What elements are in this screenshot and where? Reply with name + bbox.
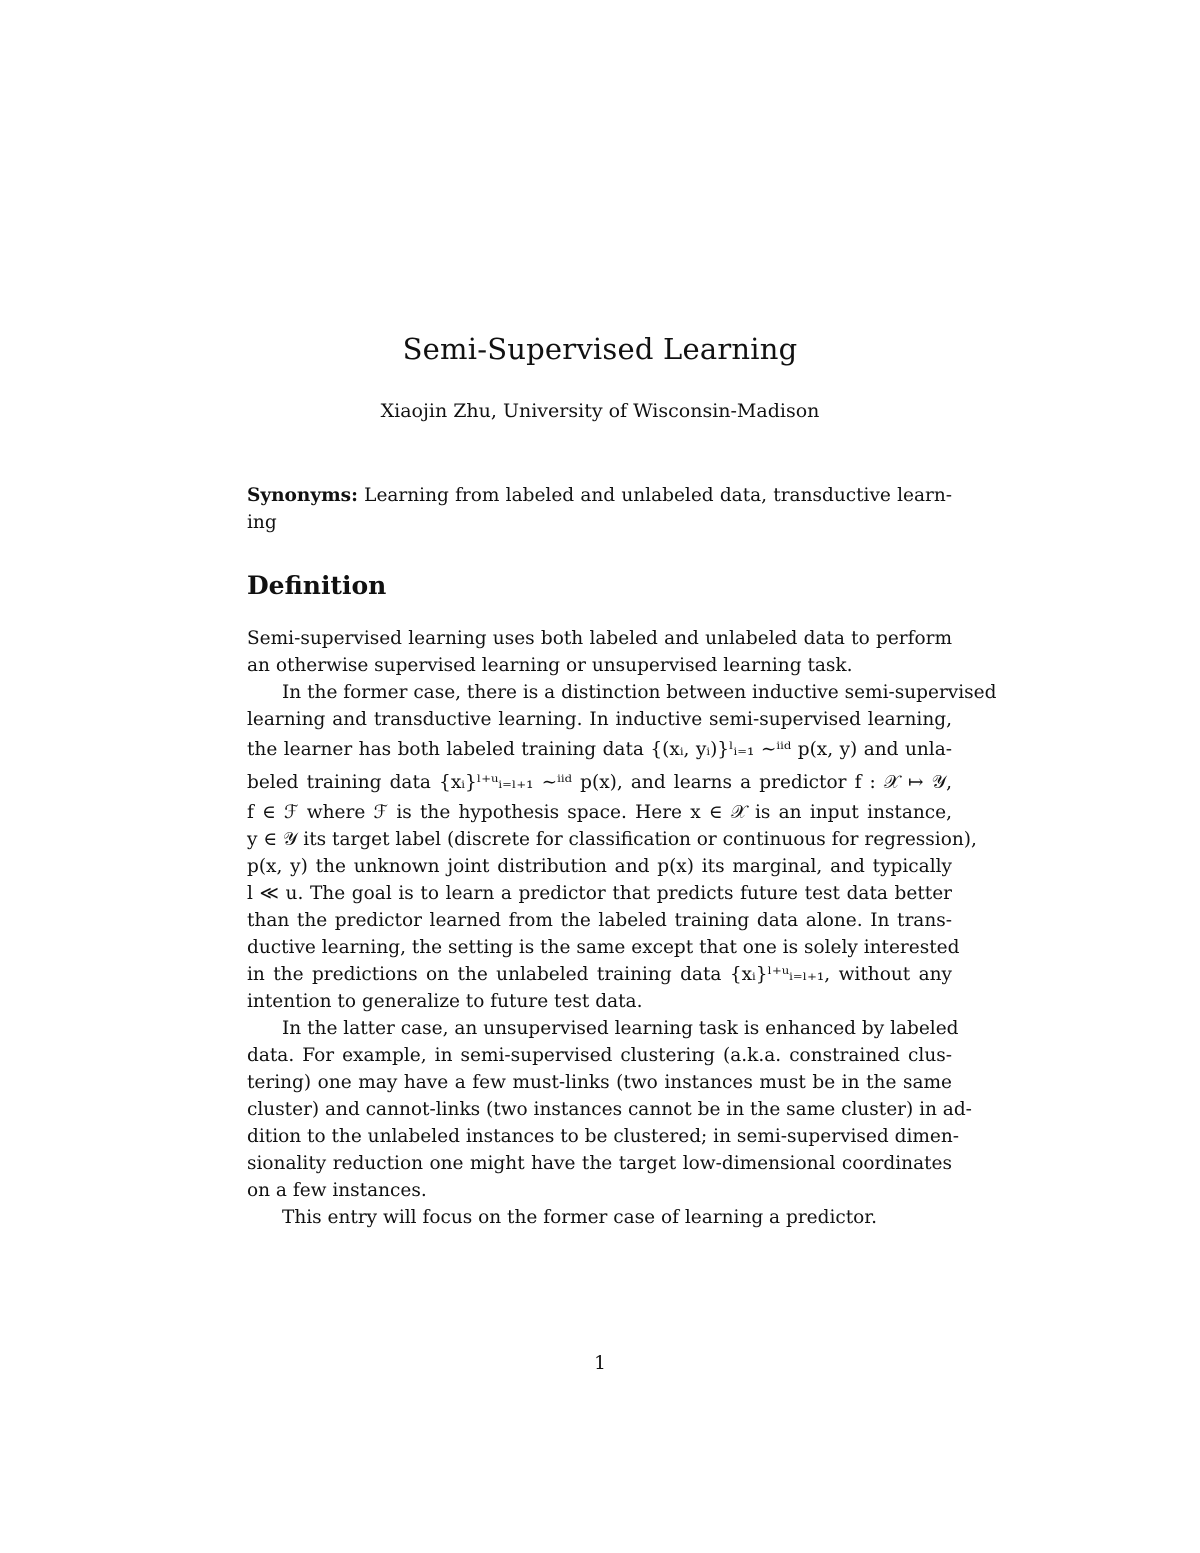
synonyms-line [247,482,952,509]
text-line: dition to the unlabeled instances to be clustered; in semi-supervised dimen- [247,1126,960,1147]
paper-title: Semi-Supervised Learning [402,332,798,366]
author-line: Xiaojin Zhu, University of Wisconsin-Madison [380,400,820,422]
text-line: beled training data {xᵢ}ˡ⁺ᵘᵢ₌ₗ₊₁ ∼ⁱⁱᵈ p(x), and learns a predictor f : 𝒳 ↦ 𝒴, [247,772,952,793]
synonyms-text: Learning from labeled and unlabeled data, transductive learn- [364,485,952,506]
text-line: l ≪ u. The goal is to learn a predictor that predicts future test data better [247,883,952,904]
page-number: 1 [594,1353,606,1374]
text-line: an otherwise supervised learning or unsupervised learning task. [247,655,853,676]
text-line: learning and transductive learning. In inductive semi-supervised learning, [247,709,952,730]
synonyms-block [247,482,952,536]
text-line: In the latter case, an unsupervised learning task is enhanced by labeled [282,1018,959,1039]
text-line: cluster) and cannot-links (two instances cannot be in the same cluster) in ad- [247,1099,972,1120]
text-line: the learner has both labeled training data {(xᵢ, yᵢ)}ˡᵢ₌₁ ∼ⁱⁱᵈ p(x, y) and unla- [247,739,952,760]
text-line: In the former case, there is a distinction between inductive semi-supervised [282,682,997,703]
text-line: in the predictions on the unlabeled training data {xᵢ}ˡ⁺ᵘᵢ₌ₗ₊₁, without any [247,964,952,985]
synonyms-label: Synonyms: [247,485,358,506]
text-line: tering) one may have a few must-links (two instances must be in the same [247,1072,952,1093]
text-line: sionality reduction one might have the target low-dimensional coordinates [247,1153,952,1174]
definition-body [247,625,997,1231]
text-line: on a few instances. [247,1180,427,1201]
text-line: than the predictor learned from the labeled training data alone. In trans- [247,910,952,931]
text-line: Semi-supervised learning uses both labeled and unlabeled data to perform [247,628,952,649]
text-line: ductive learning, the setting is the same except that one is solely interested [247,937,960,958]
text-line: data. For example, in semi-supervised clustering (a.k.a. constrained clus- [247,1045,952,1066]
text-line: This entry will focus on the former case of learning a predictor. [282,1207,877,1228]
section-heading: Definition [247,571,387,600]
text-line: y ∈ 𝒴 its target label (discrete for classification or continuous for regression), [247,829,977,850]
text-line: f ∈ ℱ where ℱ is the hypothesis space. Here x ∈ 𝒳 is an input instance, [247,802,952,823]
synonyms-line: ing [247,512,277,533]
text-line: p(x, y) the unknown joint distribution and p(x) its marginal, and typically [247,856,952,877]
text-line: intention to generalize to future test data. [247,991,643,1012]
